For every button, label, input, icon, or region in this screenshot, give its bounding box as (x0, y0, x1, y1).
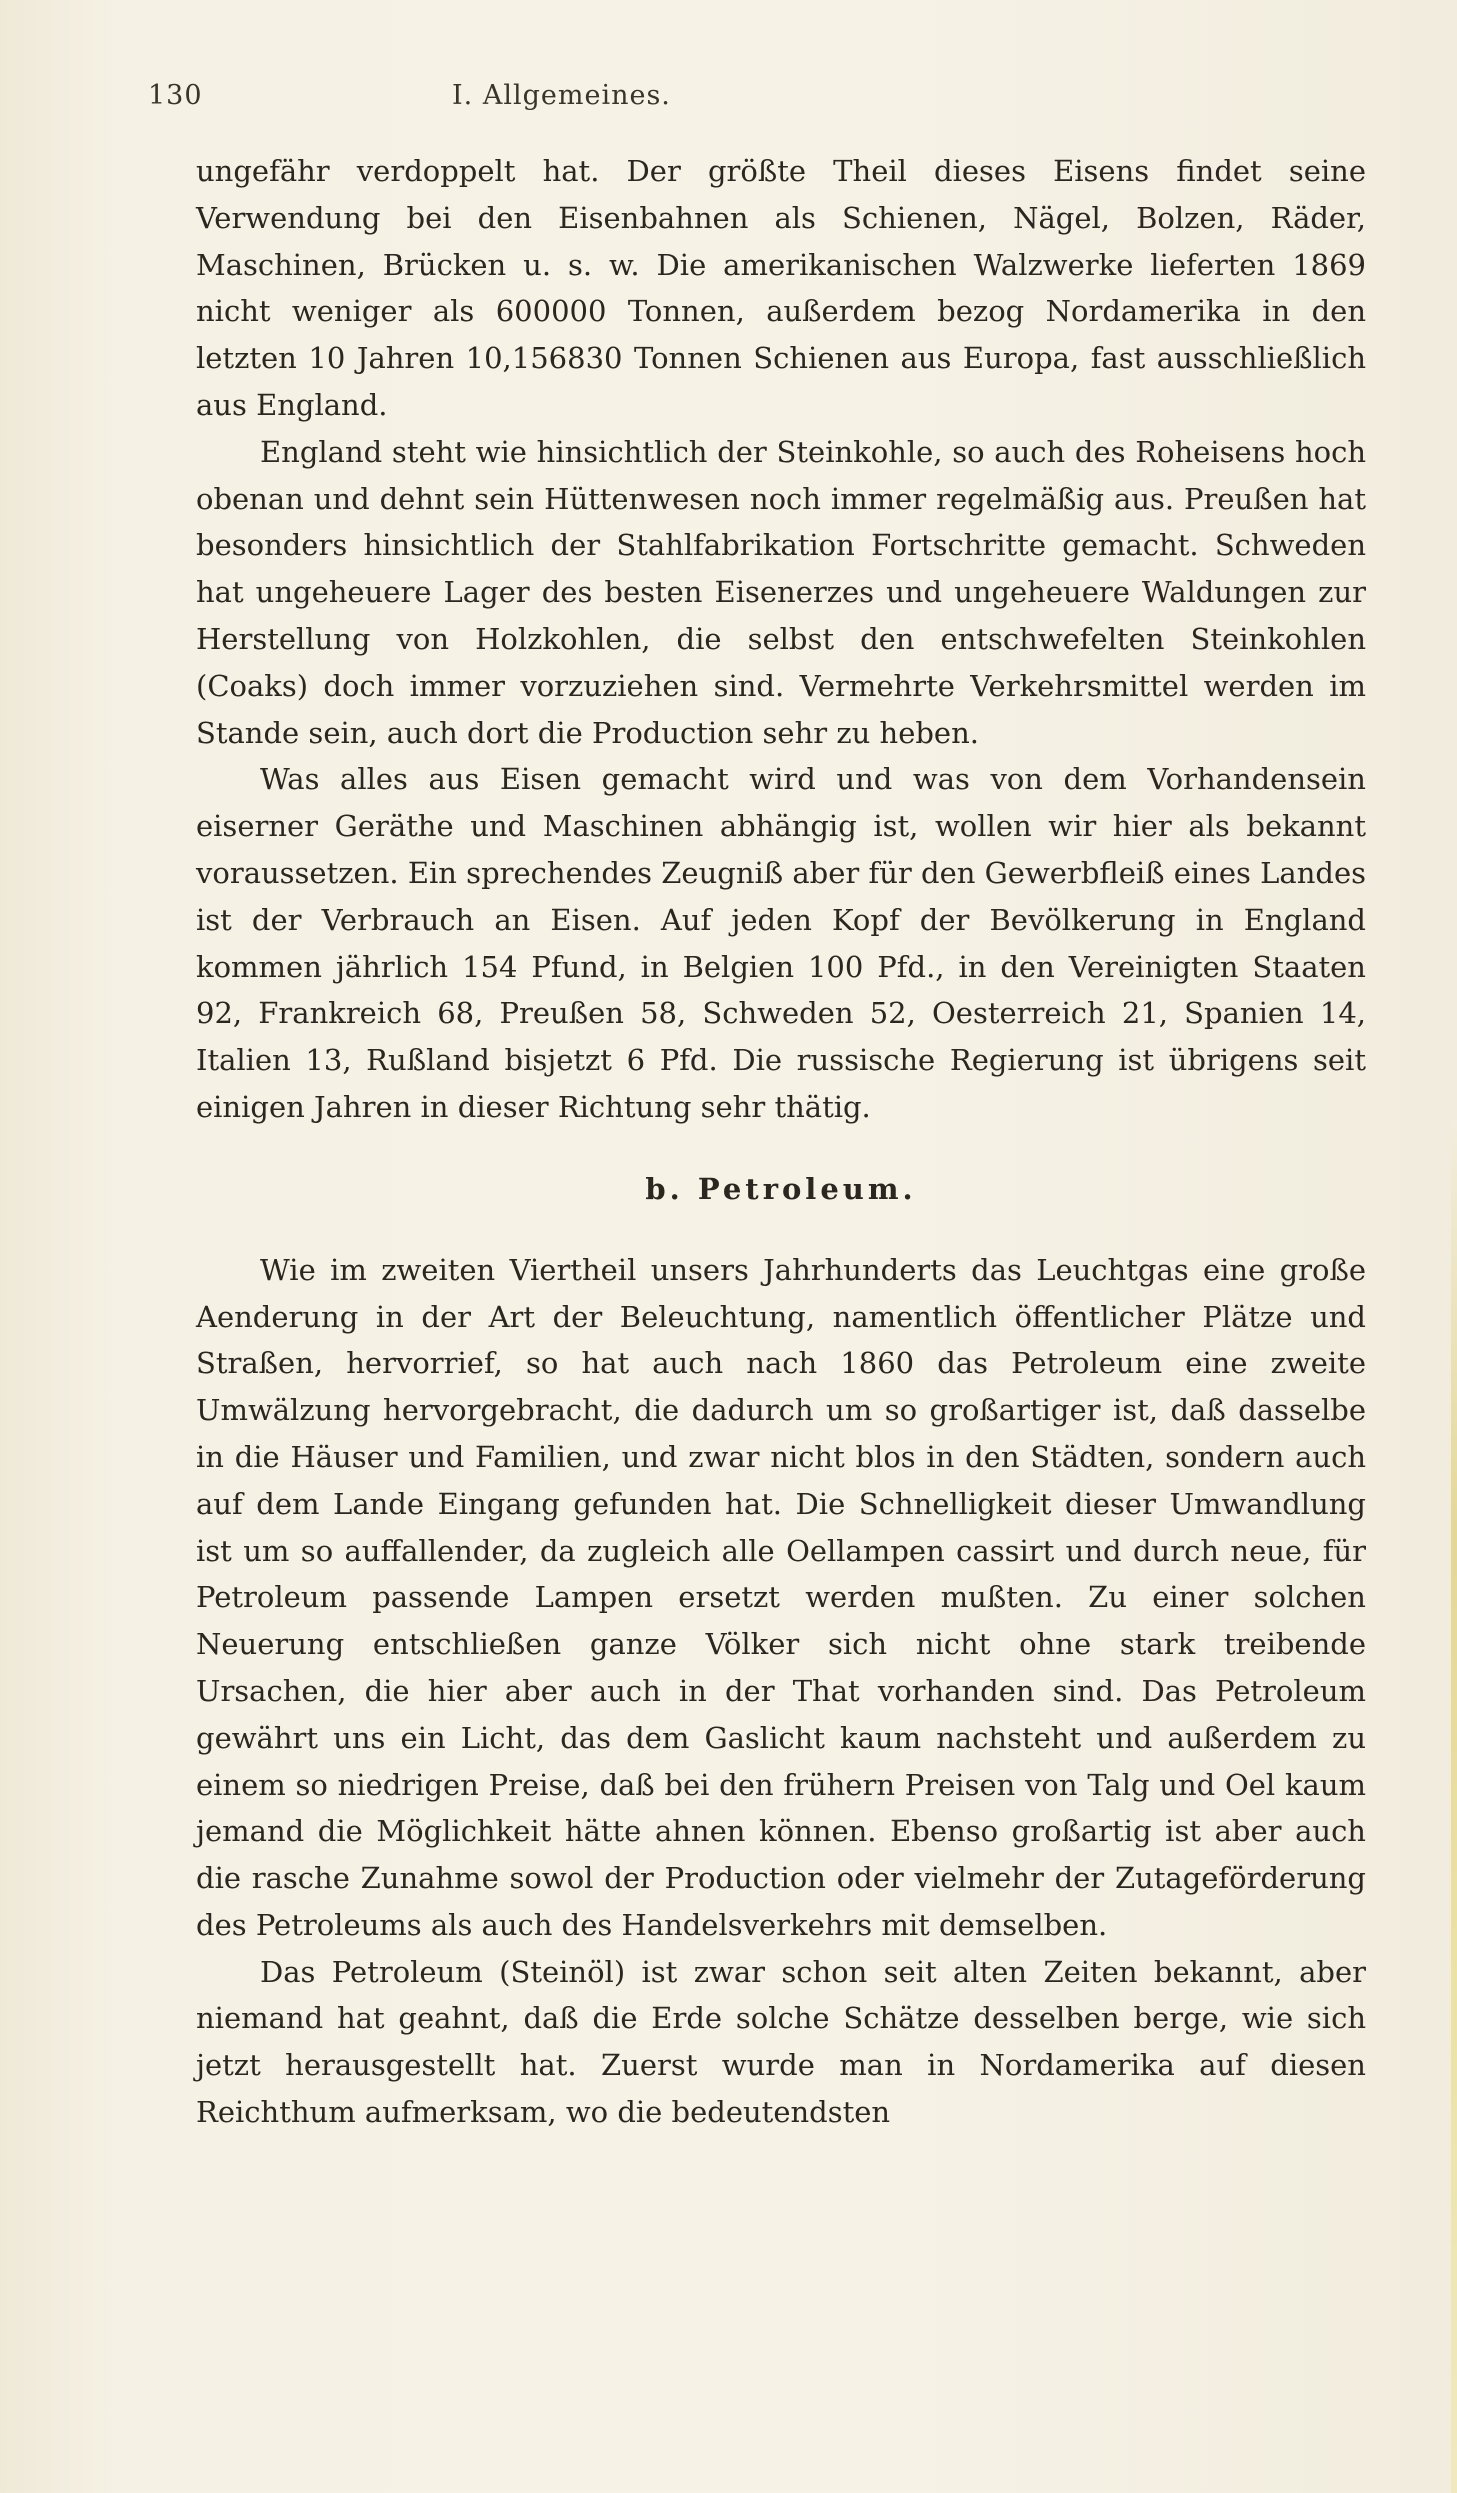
section-heading-petroleum: b. Petroleum. (645, 1171, 917, 1206)
page-edge-stain (1451, 1120, 1457, 2493)
paragraph-iron-usage: ungefähr verdoppelt hat. Der größte Theil dieses Eisens findet seine Verwendung bei den Eisenbahnen als Schienen, Nägel, Bolzen, Räder, Maschinen, Brücken u. s. w. Die amerikanischen Walzwerke lieferten 1869 nicht weniger als 600000 Tonnen, außerdem bezog Nordamerika in den letzten 10 Jahren 10,156830 Tonnen Schienen aus Europa, fast ausschließlich aus England. (196, 154, 1366, 422)
paragraph-england-iron: England steht wie hinsichtlich der Steinkohle, so auch des Roheisens hoch obenan und dehnt sein Hüttenwesen noch immer regelmäßig aus. Preußen hat besonders hinsichtlich der Stahlfabrikation Fortschritte gemacht. Schweden hat ungeheuere Lager des besten Eisenerzes und ungeheuere Waldungen zur Herstellung von Holzkohlen, die selbst den entschwefelten Steinkohlen (Coaks) doch immer vorzuziehen sind. Vermehrte Verkehrsmittel werden im Stande sein, auch dort die Production sehr zu heben. (196, 434, 1366, 750)
body-text (196, 148, 1366, 2136)
paragraph-petroleum-history: Das Petroleum (Steinöl) ist zwar schon seit alten Zeiten bekannt, aber niemand hat geahnt, daß die Erde solche Schätze desselben berge, wie sich jetzt herausgestellt hat. Zuerst wurde man in Nordamerika auf diesen Reichthum aufmerksam, wo die bedeutendsten (196, 1954, 1366, 2130)
page-number: 130 (148, 80, 203, 111)
page-header (148, 80, 1378, 120)
running-head: I. Allgemeines. (452, 80, 671, 111)
paragraph-petroleum-lighting: Wie im zweiten Viertheil unsers Jahrhunderts das Leuchtgas eine große Aenderung in der Art der Beleuchtung, namentlich öffentlicher Plätze und Straßen, hervorrief, so hat auch nach 1860 das Petroleum eine zweite Umwälzung hervorgebracht, die dadurch um so großartiger ist, daß dasselbe in die Häuser und Familien, und zwar nicht blos in den Städten, sondern auch auf dem Lande Eingang gefunden hat. Die Schnelligkeit dieser Umwandlung ist um so auffallender, da zugleich alle Oellampen cassirt und durch neue, für Petroleum passende Lampen ersetzt werden mußten. Zu einer solchen Neuerung entschließen ganze Völker sich nicht ohne stark treibende Ursachen, die hier aber auch in der That vorhanden sind. Das Petroleum gewährt uns ein Licht, das dem Gaslicht kaum nachsteht und außerdem zu einem so niedrigen Preise, daß bei den frühern Preisen von Talg und Oel kaum jemand die Möglichkeit hätte ahnen können. Ebenso großartig ist aber auch die rasche Zunahme sowol der Production oder vielmehr der Zutageförderung des Petroleums als auch des Handelsverkehrs mit demselben. (196, 1252, 1366, 1942)
paragraph-iron-consumption: Was alles aus Eisen gemacht wird und was von dem Vorhandensein eiserner Geräthe und Maschinen abhängig ist, wollen wir hier als bekannt voraussetzen. Ein sprechendes Zeugniß aber für den Gewerbfleiß eines Landes ist der Verbrauch an Eisen. Auf jeden Kopf der Bevölkerung in England kommen jährlich 154 Pfund, in Belgien 100 Pfd., in den Vereinigten Staaten 92, Frankreich 68, Preußen 58, Schweden 52, Oesterreich 21, Spanien 14, Italien 13, Rußland bisjetzt 6 Pfd. Die russische Regierung ist übrigens seit einigen Jahren in dieser Richtung sehr thätig. (196, 762, 1366, 1124)
